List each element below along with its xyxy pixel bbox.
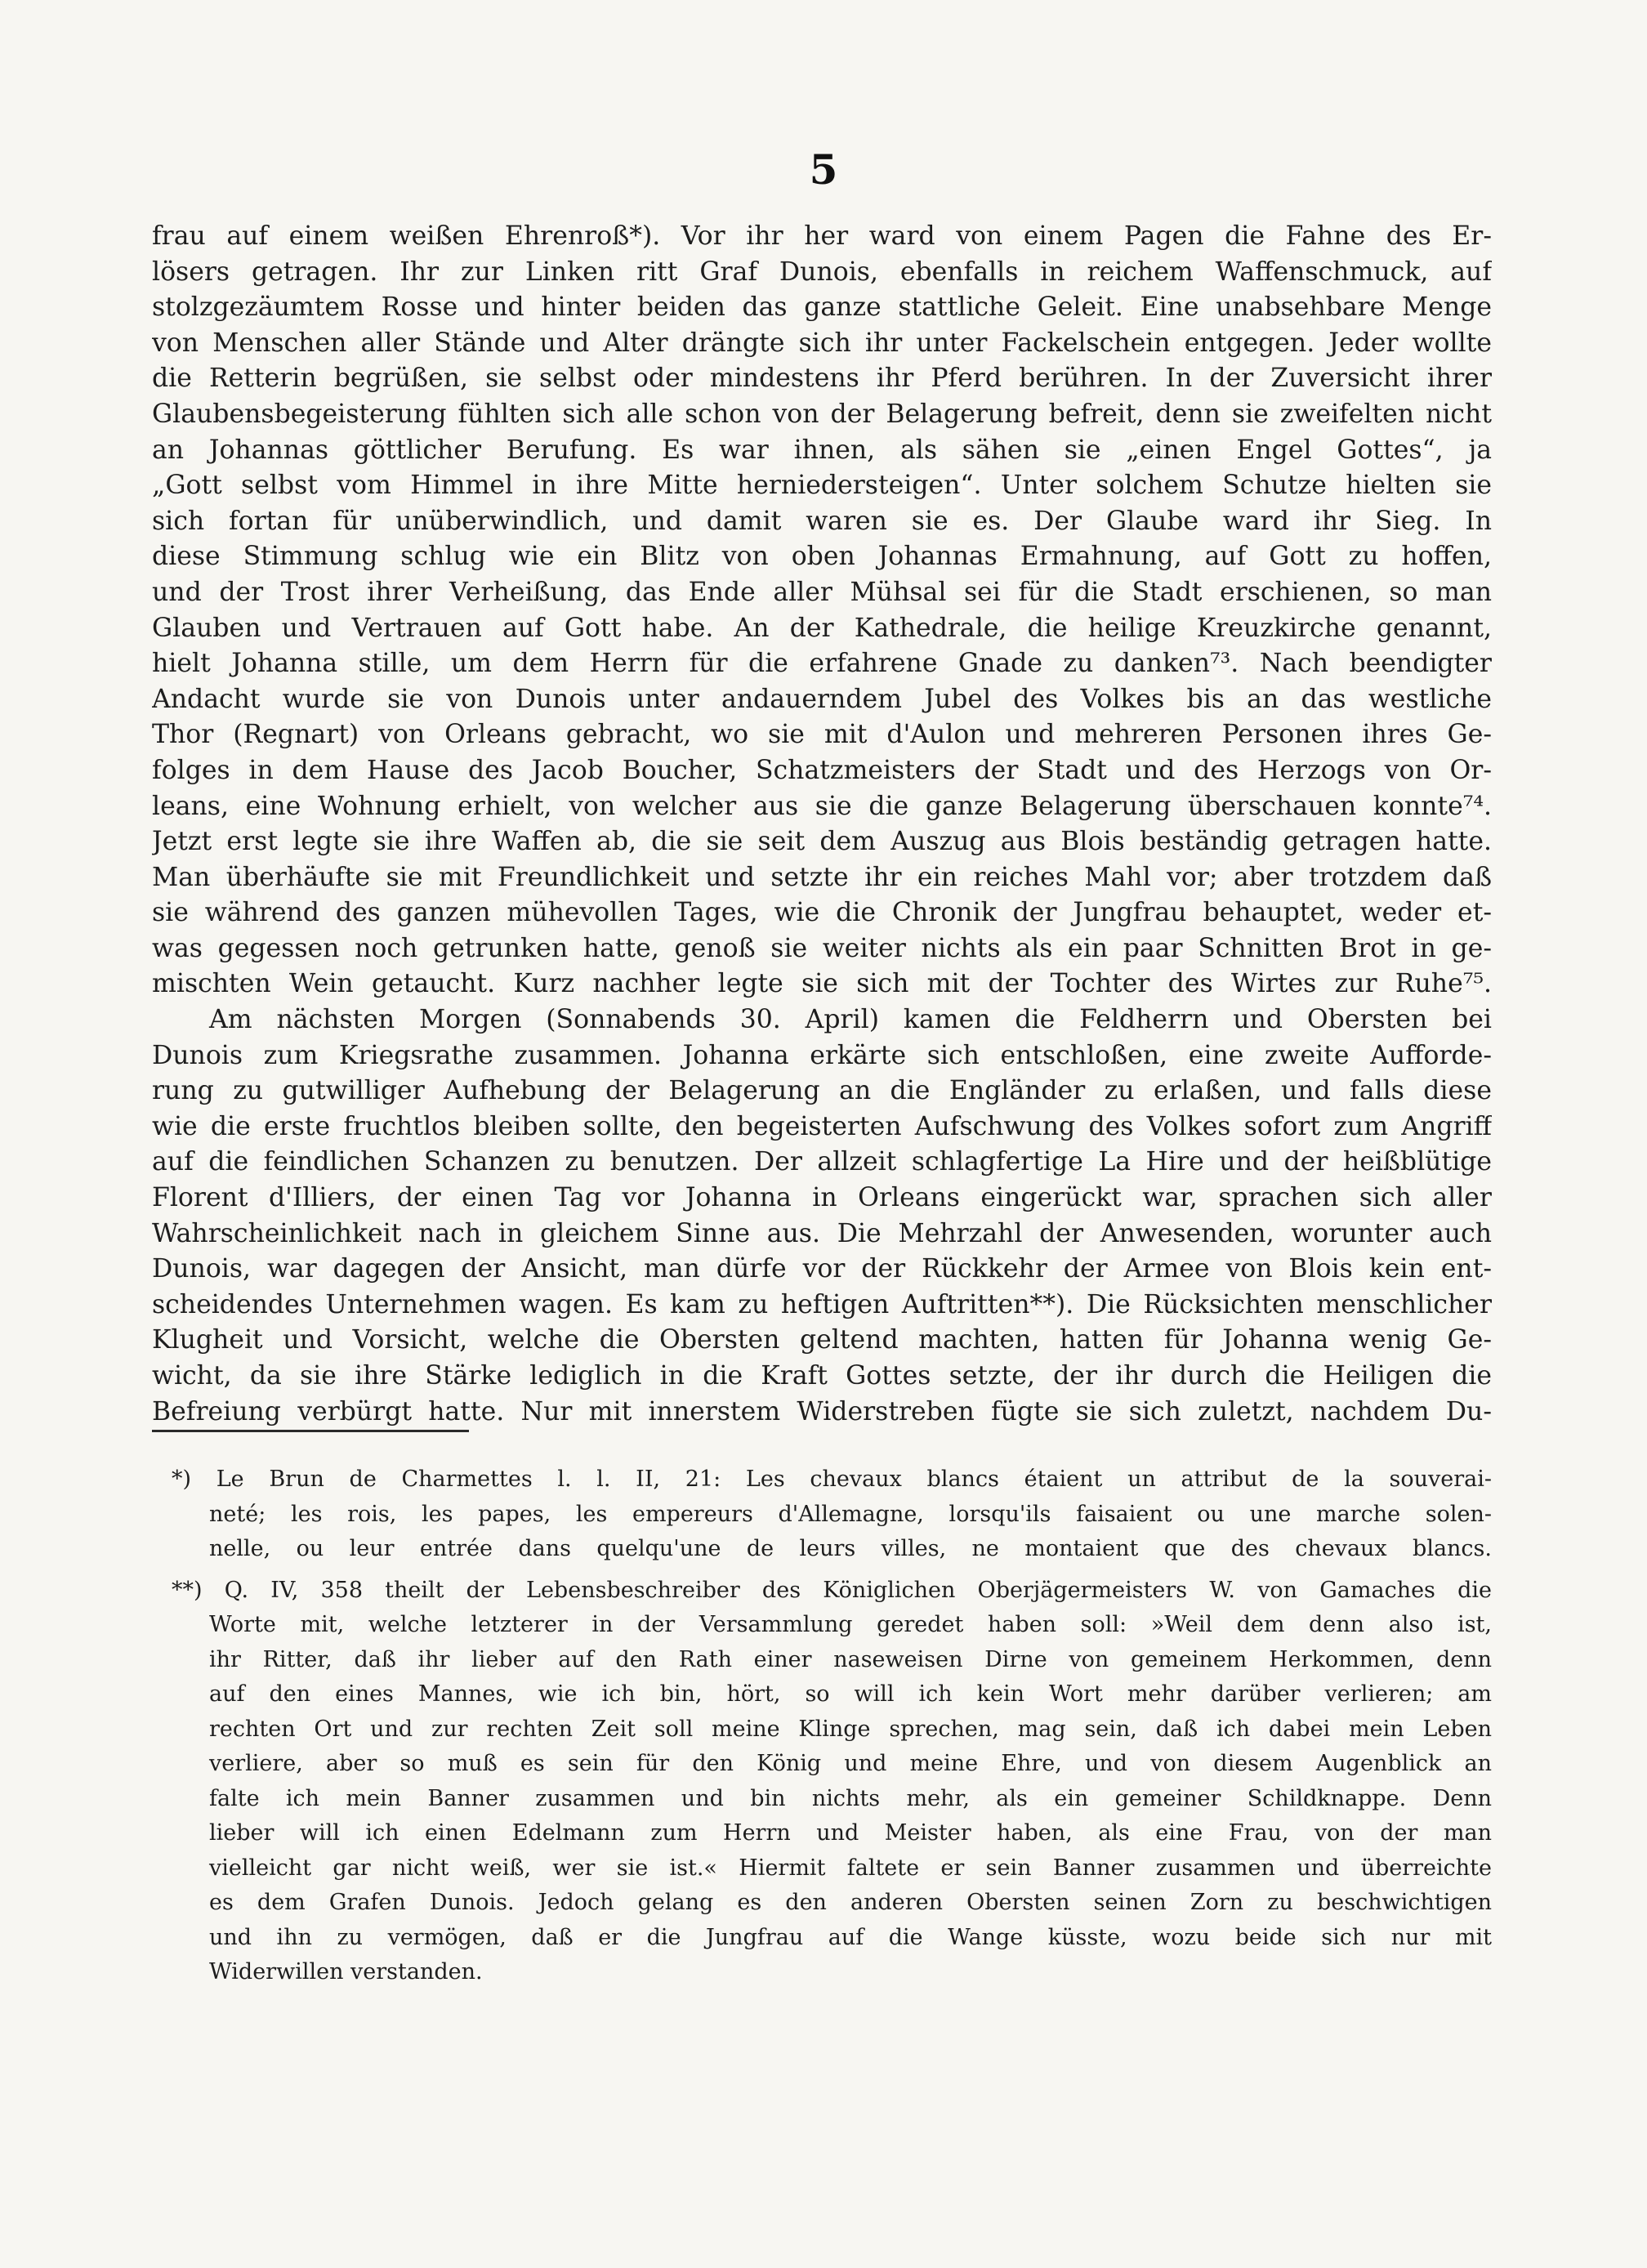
text-line: Dunois, war dagegen der Ansicht, man dürfe vor der Rückkehr der Armee von Blois kein ent- (152, 1254, 1492, 1284)
footnote-1-line: neté; les rois, les papes, les empereurs d'Allemagne, lorsqu'ils faisaient ou une marche solen- (209, 1501, 1492, 1527)
body-text (152, 219, 1492, 1430)
footnote-gap (152, 1567, 1492, 1574)
footnote-2-line: Worte mit, welche letzterer in der Versammlung geredet haben soll: »Weil dem denn also ist, (209, 1612, 1492, 1637)
text-line: Glauben und Vertrauen auf Gott habe. An der Kathedrale, die heilige Kreuzkirche genannt, (152, 613, 1492, 643)
footnote-2-line: ihr Ritter, daß ihr lieber auf den Rath einer naseweisen Dirne von gemeinem Herkommen, denn (209, 1646, 1492, 1672)
text-line: Man überhäufte sie mit Freundlichkeit und setzte ihr ein reiches Mahl vor; aber trotzdem daß (152, 862, 1492, 892)
footnote-2-line: falte ich mein Banner zusammen und bin nichts mehr, als ein gemeiner Schildknappe. Denn (209, 1785, 1492, 1811)
footnote-2-line: verliere, aber so muß es sein für den König und meine Ehre, und von diesem Augenblick an (209, 1751, 1492, 1776)
footnote-2-line: es dem Grafen Dunois. Jedoch gelang es den anderen Obersten seinen Zorn zu beschwichtigen (209, 1890, 1492, 1915)
text-line: was gegessen noch getrunken hatte, genoß sie weiter nichts als ein paar Schnitten Brot in ge- (152, 933, 1492, 963)
text-line: Wahrscheinlichkeit nach in gleichem Sinne aus. Die Mehrzahl der Anwesenden, worunter auch (152, 1218, 1492, 1248)
text-line: folges in dem Hause des Jacob Boucher, Schatzmeisters der Stadt und des Herzogs von Or- (152, 755, 1492, 785)
text-line: frau auf einem weißen Ehrenroß*). Vor ihr her ward von einem Pagen die Fahne des Er- (152, 221, 1492, 251)
text-line: sich fortan für unüberwindlich, und damit waren sie es. Der Glaube ward ihr Sieg. In (152, 506, 1492, 536)
footnote-1-line: *) Le Brun de Charmettes l. l. II, 21: Les chevaux blancs étaient un attribut de la souverai- (172, 1467, 1492, 1492)
text-line: scheidendes Unternehmen wagen. Es kam zu heftigen Auftritten**). Die Rücksichten menschlicher (152, 1289, 1492, 1319)
footnote-2-line: und ihn zu vermögen, daß er die Jungfrau auf die Wange küsste, wozu beide sich nur mit (209, 1924, 1492, 1950)
footnote-2-line: **) Q. IV, 358 theilt der Lebensbeschreiber des Königlichen Oberjägermeisters W. von Gamaches die (172, 1577, 1492, 1603)
text-line: Florent d'Illiers, der einen Tag vor Johanna in Orleans eingerückt war, sprachen sich aller (152, 1183, 1492, 1213)
text-line: leans, eine Wohnung erhielt, von welcher aus sie die ganze Belagerung überschauen konnte⁷⁴. (152, 791, 1492, 821)
footnote-2-line: lieber will ich einen Edelmann zum Herrn und Meister haben, als eine Frau, von der man (209, 1820, 1492, 1846)
text-line: Klugheit und Vorsicht, welche die Obersten geltend machten, hatten für Johanna wenig Ge- (152, 1325, 1492, 1355)
footnote-2-line: rechten Ort und zur rechten Zeit soll meine Klinge sprechen, mag sein, daß ich dabei mein Leben (209, 1716, 1492, 1742)
text-line: wicht, da sie ihre Stärke lediglich in die Kraft Gottes setzte, der ihr durch die Heiligen die (152, 1361, 1492, 1391)
text-line: mischten Wein getaucht. Kurz nachher legte sie sich mit der Tochter des Wirtes zur Ruhe⁷⁵. (152, 969, 1492, 999)
text-line: diese Stimmung schlug wie ein Blitz von oben Johannas Ermahnung, auf Gott zu hoffen, (152, 542, 1492, 572)
footnote-2-line: Widerwillen verstanden. (209, 1959, 483, 1984)
text-line: „Gott selbst vom Himmel in ihre Mitte herniedersteigen“. Unter solchem Schutze hielten sie (152, 471, 1492, 501)
text-line: Glaubensbegeisterung fühlten sich alle schon von der Belagerung befreit, denn sie zweifelten nicht (152, 399, 1492, 429)
footnote-separator (152, 1430, 469, 1432)
text-line: Am nächsten Morgen (Sonnabends 30. April) kamen die Feldherrn und Obersten bei (209, 1005, 1492, 1035)
text-line: sie während des ganzen mühevollen Tages, wie die Chronik der Jungfrau behauptet, weder et- (152, 898, 1492, 928)
text-line: und der Trost ihrer Verheißung, das Ende aller Mühsal sei für die Stadt erschienen, so man (152, 577, 1492, 607)
footnote-2-line: auf den eines Mannes, wie ich bin, hört, so will ich kein Wort mehr darüber verlieren; am (209, 1681, 1492, 1707)
text-line: Befreiung verbürgt hatte. Nur mit innerstem Widerstreben fügte sie sich zuletzt, nachdem Du- (152, 1396, 1492, 1426)
footnotes (152, 1462, 1492, 1990)
page-number: 5 (809, 145, 838, 194)
text-line: rung zu gutwilliger Aufhebung der Belagerung an die Engländer zu erlaßen, und falls diese (152, 1076, 1492, 1106)
text-line: wie die erste fruchtlos bleiben sollte, den begeisterten Aufschwung des Volkes sofort zum Angriff (152, 1111, 1492, 1141)
text-line: stolzgezäumtem Rosse und hinter beiden das ganze stattliche Geleit. Eine unabsehbare Menge (152, 292, 1492, 323)
text-line: hielt Johanna stille, um dem Herrn für die erfahrene Gnade zu danken⁷³. Nach beendigter (152, 649, 1492, 679)
text-line: lösers getragen. Ihr zur Linken ritt Graf Dunois, ebenfalls in reichem Waffenschmuck, auf (152, 257, 1492, 287)
footnote-1-line: nelle, ou leur entrée dans quelqu'une de leurs villes, ne montaient que des chevaux blancs. (209, 1536, 1492, 1561)
text-line: an Johannas göttlicher Berufung. Es war ihnen, als sähen sie „einen Engel Gottes“, ja (152, 435, 1492, 465)
text-line: Thor (Regnart) von Orleans gebracht, wo sie mit d'Aulon und mehreren Personen ihres Ge- (152, 720, 1492, 750)
text-line: von Menschen aller Stände und Alter drängte sich ihr unter Fackelschein entgegen. Jeder wollte (152, 328, 1492, 358)
text-line: Andacht wurde sie von Dunois unter andauerndem Jubel des Volkes bis an das westliche (152, 684, 1492, 714)
text-line: Jetzt erst legte sie ihre Waffen ab, die sie seit dem Auszug aus Blois beständig getragen hatte. (152, 827, 1492, 857)
text-line: Dunois zum Kriegsrathe zusammen. Johanna erkärte sich entschloßen, eine zweite Aufforde- (152, 1040, 1492, 1070)
footnote-2-line: vielleicht gar nicht weiß, wer sie ist.« Hiermit faltete er sein Banner zusammen und überreichte (209, 1855, 1492, 1881)
text-line: die Retterin begrüßen, sie selbst oder mindestens ihr Pferd berühren. In der Zuversicht ihrer (152, 364, 1492, 394)
text-line: auf die feindlichen Schanzen zu benutzen. Der allzeit schlagfertige La Hire und der heißblütige (152, 1147, 1492, 1177)
